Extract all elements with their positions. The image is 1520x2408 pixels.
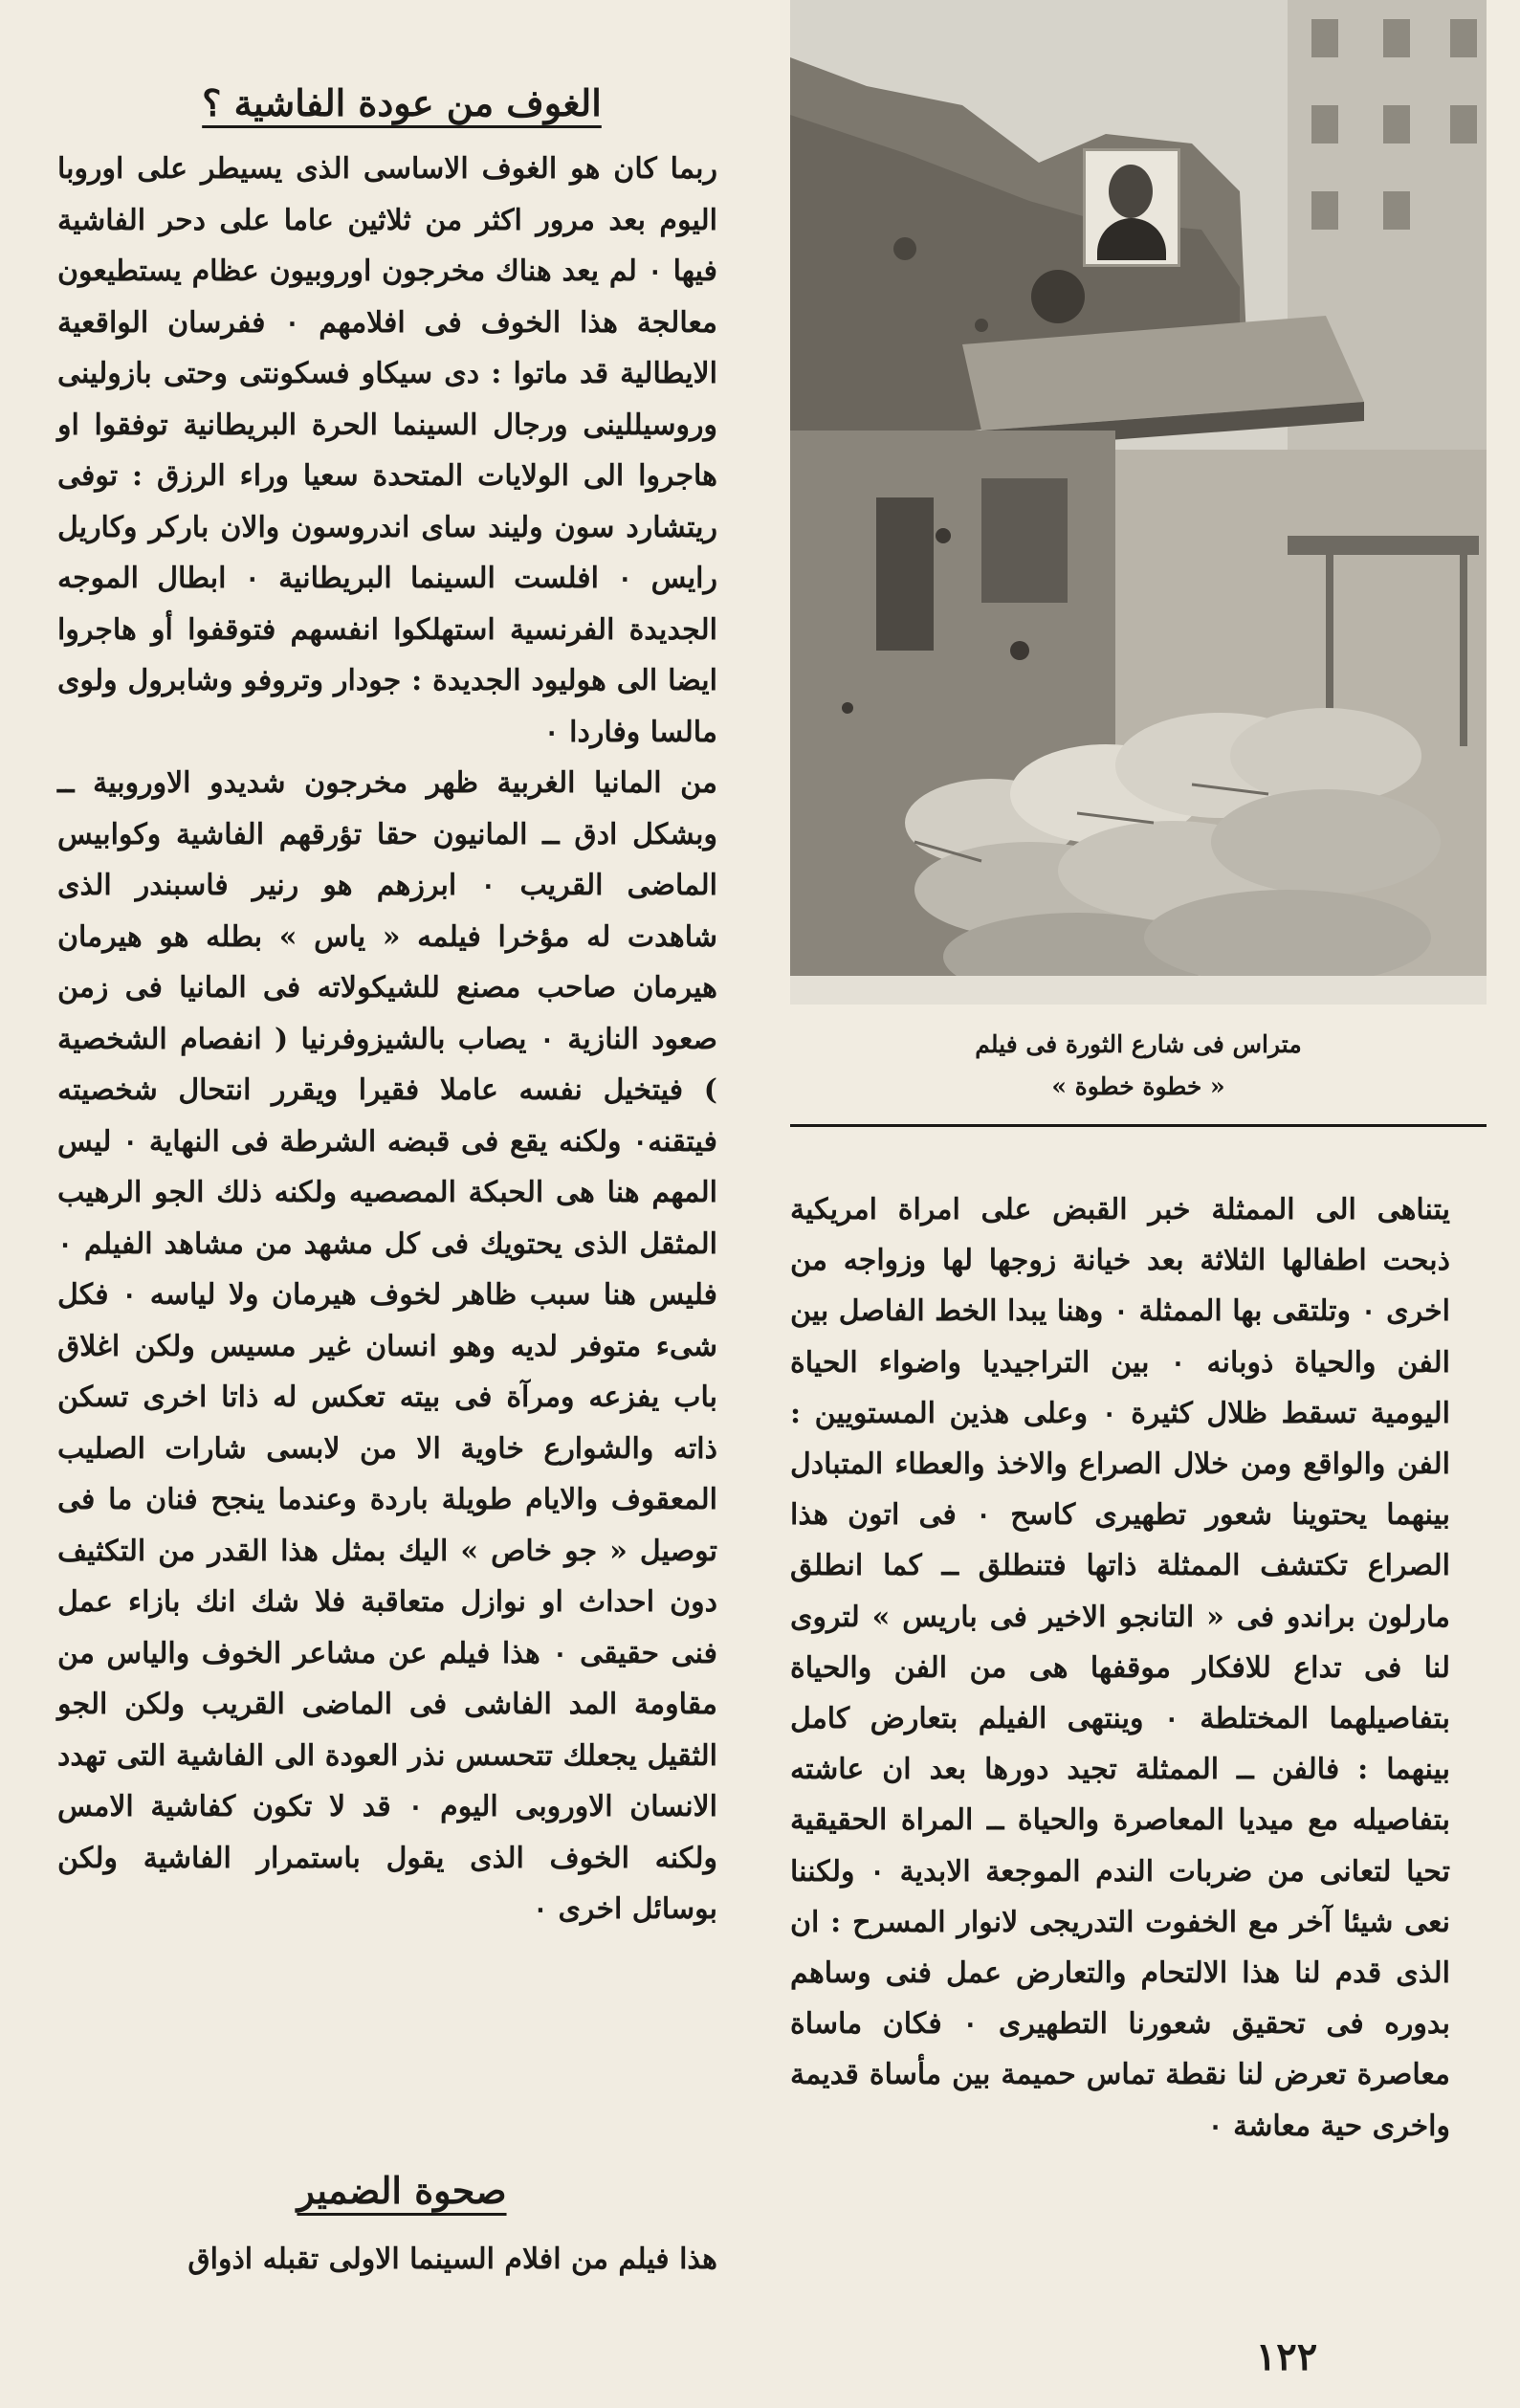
left-text-column	[57, 144, 717, 1935]
paragraph-1: ربما كان هو الغوف الاساسى الذى يسيطر على اوروبا اليوم بعد مرور اكثر من ثلاثين عاما على دحر الفاشية فيها ٠ لم يعد هناك مخرجون اوروبيون عظام يستطيعون معالجة هذا الخوف فى افلامهم ٠ ففرسان الواقعية الايطالية قد ماتوا : دى سيكاو فسكونتى وحتى بازولينى وروسيللينى ورجال السينما الحرة البريطانية توفقوا او هاجروا الى الولايات المتحدة سعيا وراء الرزق : توفى ريتشارد سون وليند ساى اندروسون والان باركر وكاريل رايس ٠ افلست السينما البريطانية ٠ ابطال الموجه الجديدة الفرنسية استهلكوا انفسهم فتوقفوا أو هاجروا ايضا الى هوليود الجديدة : جودار وتروفو وشابرول ولوى مالسا وفاردا ٠	[57, 152, 718, 749]
film-still-photo	[790, 0, 1487, 1005]
page-number: ١٢٢	[1255, 2334, 1318, 2379]
right-text-column	[790, 1184, 1450, 2152]
portrait-shoulders	[1097, 218, 1166, 260]
caption-divider	[790, 1124, 1487, 1127]
section-opening-text: هذا فيلم من افلام السينما الاولى تقبله اذواق	[187, 2242, 717, 2276]
caption-line-2: « خطوة خطوة »	[1051, 1072, 1225, 1100]
portrait-poster	[1083, 148, 1180, 267]
photo-caption	[790, 1024, 1487, 1108]
article-title: الغوف من عودة الفاشية ؟	[202, 81, 602, 124]
section-heading: صحوة الضمير	[297, 2169, 507, 2212]
caption-line-1: متراس فى شارع الثورة فى فيلم	[975, 1030, 1302, 1058]
portrait-head	[1109, 165, 1153, 218]
paragraph-2: من المانيا الغربية ظهر مخرجون شديدو الاوروبية ــ وبشكل ادق ــ المانيون حقا تؤرقهم الفاشية وكوابيس الماضى القريب ٠ ابرزهم هو رنير فاسبندر الذى شاهدت له مؤخرا فيلمه « ياس » بطله هو هيرمان هيرمان صاحب مصنع للشيكولاته فى المانيا فى زمن صعود النازية ٠ يصاب بالشيزوفرنيا ( انفصام الشخصية ) فيتخيل نفسه عاملا فقيرا ويقرر انتحال شخصيته فيتقنه٠ ولكنه يقع فى قبضه الشرطة فى النهاية ٠ ليس المهم هنا هى الحبكة المصصيه ولكنه ذلك الجو الرهيب المثقل الذى يحتويك فى كل مشهد من مشاهد الفيلم ٠ فليس هنا سبب ظاهر لخوف هيرمان ولا لياسه ٠ فكل شىء متوفر لديه وهو انسان غير مسيس ولكن اغلاق باب يفزعه ومرآة فى بيته تعكس له ذاتا اخرى تسكن ذاته والشوارع خاوية الا من لابسى شارات الصليب المعقوف والايام طويلة باردة وعندما ينجح فنان ما فى توصيل « جو خاص » اليك بمثل هذا القدر من التكثيف دون احداث او نوازل متعاقبة فلا شك انك بازاء عمل فنى حقيقى ٠ هذا فيلم عن مشاعر الخوف والياس من مقاومة المد الفاشى فى الماضى القريب ولكن الجو الثقيل يجعلك تتحسس نذر العودة الى الفاشية التى تهدد الانسان الاوروبى اليوم ٠ قد لا تكون كفاشية الامس ولكنه الخوف الذى يقول باستمرار الفاشية ولكن بوسائل اخرى ٠	[57, 766, 717, 1926]
right-paragraph: يتناهى الى الممثلة خبر القبض على امراة امريكية ذبحت اطفالها الثلاثة بعد خيانة زوجها لها وزواجه من اخرى ٠ وتلتقى بها الممثلة ٠ وهنا يبدا الخط الفاصل بين الفن والحياة ذوبانه ٠ بين التراجيديا واضواء الحياة اليومية تسقط ظلال كثيرة ٠ وعلى هذين المستويين : الفن والواقع ومن خلال الصراع والاخذ والعطاء المتبادل بينهما يحتوينا شعور تطهيرى كاسح ٠ فى اتون هذا الصراع تكتشف الممثلة ذاتها فتنطلق ــ كما انطلق مارلون براندو فى « التانجو الاخير فى باريس » لتروى لنا فى تداع للافكار موقفها هى من الفن والحياة بتفاصيلهما المختلطة ٠ وينتهى الفيلم بتعارض كامل بينهما : فالفن ــ الممثلة تجيد دورها بعد ان عاشته بتفاصيله مع ميديا المعاصرة والحياة ــ المراة الحقيقية تحيا لتعانى من ضربات الندم الموجعة الابدية ٠ ولكننا نعى شيئا آخر مع الخفوت التدريجى لانوار المسرح : ان الذى قدم لنا هذا الالتحام والتعارض عمل فنى وساهم بدوره فى تحقيق شعورنا التطهيرى ٠ فكان ماساة معاصرة تعرض لنا نقطة تماس حميمة بين مأساة قديمة واخرى حية معاشة ٠	[790, 1193, 1450, 2143]
